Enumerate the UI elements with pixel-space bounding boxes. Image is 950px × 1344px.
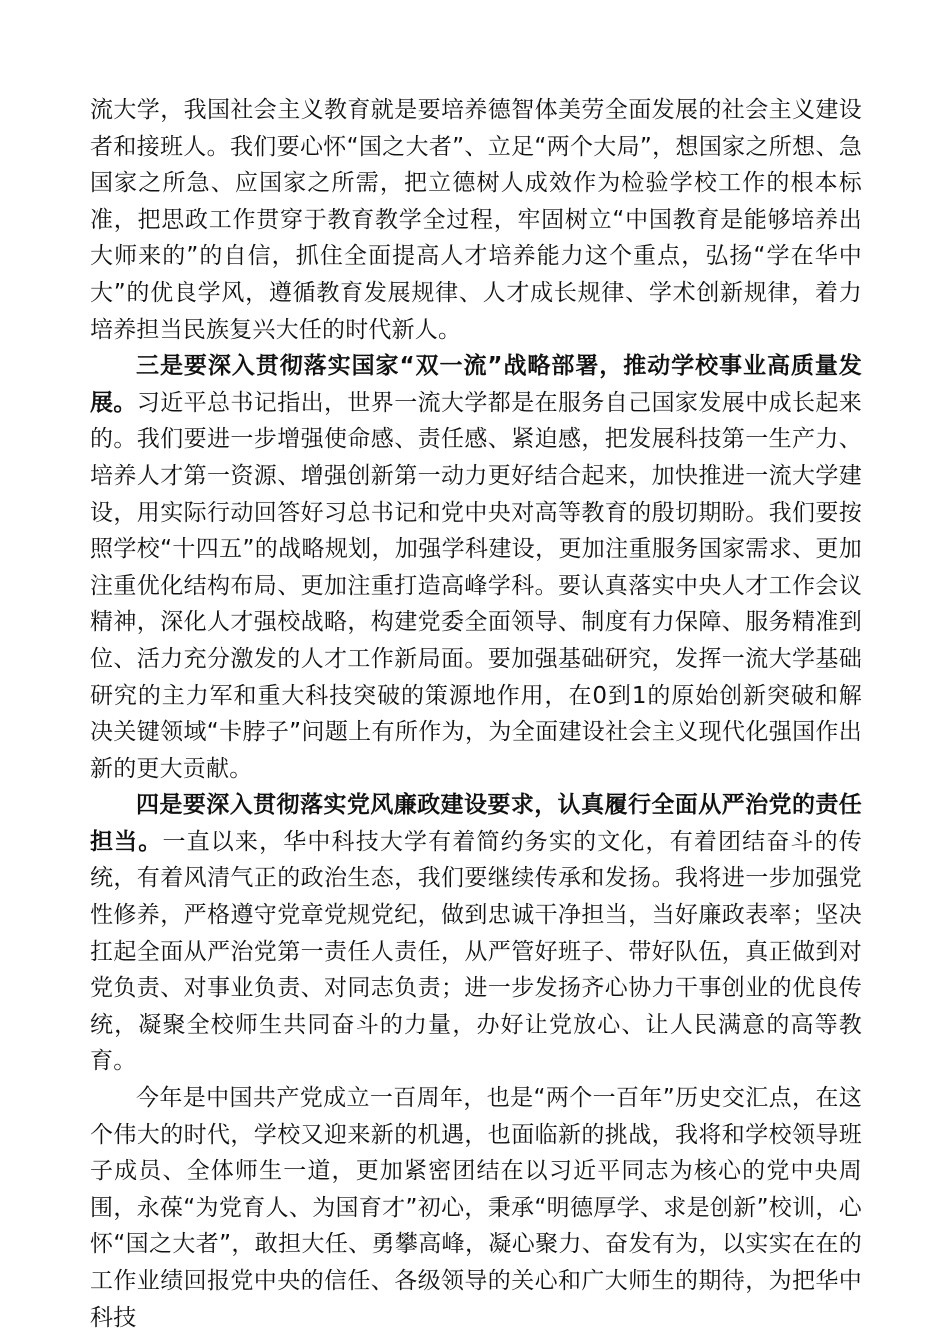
paragraph-closing — [90, 1080, 862, 1336]
paragraph-text: 流大学，我国社会主义教育就是要培养德智体美劳全面发展的社会主义建设者和接班人。我们要心怀“国之大者”、立足“两个大局”，想国家之所想、急国家之所急、应国家之所需，把立德树人成效作为检验学校工作的根本标准，把思政工作贯穿于教育教学全过程，牢固树立“中国教育是能够培养出大师来的”的自信，抓住全面提高人才培养能力这个重点，弘扬“学在华中大”的优良学风，遵循教育发展规律、人才成长规律、学术创新规律，着力培养担当民族复兴大任的时代新人。 — [90, 97, 862, 343]
paragraph-text: 今年是中国共产党成立一百周年，也是“两个一百年”历史交汇点，在这个伟大的时代，学校又迎来新的机遇，也面临新的挑战，我将和学校领导班子成员、全体师生一道，更加紧密团结在以习近平同志为核心的党中央周围，永葆“为党育人、为国育才”初心，秉承“明德厚学、求是创新”校训，心怀“国之大者”，敢担大任、勇攀高峰，凝心聚力、奋发有为，以实实在在的工作业绩回报党中央的信任、各级领导的关心和广大师生的期待，为把华中科技 — [90, 1085, 862, 1331]
paragraph-text: 习近平总书记指出，世界一流大学都是在服务自己国家发展中成长起来的。我们要进一步增强使命感、责任感、紧迫感，把发展科技第一生产力、培养人才第一资源、增强创新第一动力更好结合起来，加快推进一流大学建设，用实际行动回答好习总书记和党中央对高等教育的殷切期盼。我们要按照学校“十四五”的战略规划，加强学科建设，更加注重服务国家需求、更加注重优化结构布局、更加注重打造高峰学科。要认真落实中央人才工作会议精神，深化人才强校战略，构建党委全面领导、制度有力保障、服务精准到位、活力充分激发的人才工作新局面。要加强基础研究，发挥一流大学基础研究的主力军和重大科技突破的策源地作用，在0到1的原始创新突破和解决关键领域“卡脖子”问题上有所作为，为全面建设社会主义现代化强国作出新的更大贡献。 — [90, 389, 863, 782]
paragraph-continued — [90, 92, 862, 348]
paragraph-text: 一直以来，华中科技大学有着简约务实的文化，有着团结奋斗的传统，有着风清气正的政治生态，我们要继续传承和发扬。我将进一步加强党性修养，严格遵守党章党规党纪，做到忠诚干净担当，当好廉政表率；坚决扛起全面从严治党第一责任人责任，从严管好班子、带好队伍，真正做到对党负责、对事业负责、对同志负责；进一步发扬齐心协力干事创业的优良传统，凝聚全校师生共同奋斗的力量，办好让党放心、让人民满意的高等教育。 — [90, 828, 862, 1075]
document-page — [90, 92, 862, 1336]
paragraph-heading: 三是要深入贯彻落实国家“双一流”战略部署，推动学校事业高质量发展。 — [90, 353, 862, 416]
paragraph-point-three — [90, 348, 862, 787]
paragraph-point-four — [90, 787, 862, 1080]
paragraph-heading: 四是要深入贯彻落实党风廉政建设要求，认真履行全面从严治党的责任担当。 — [90, 792, 862, 855]
